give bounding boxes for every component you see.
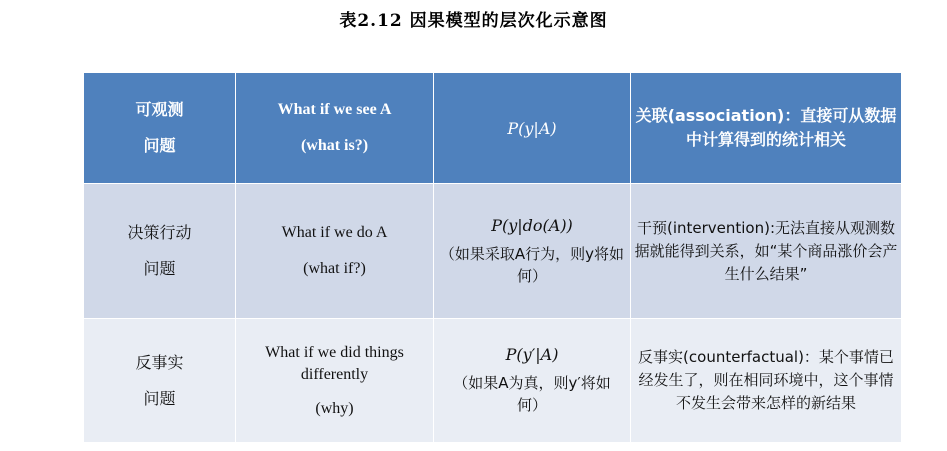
question-type: (what is?) <box>300 137 369 154</box>
description: 关联(association)：直接可从数据中计算得到的统计相关 <box>635 106 897 149</box>
formula-cell <box>434 319 631 443</box>
question-text: What if we did things differently <box>265 343 404 383</box>
level-name: 决策行动 <box>127 223 192 242</box>
description: 干预(intervention):无法直接从观测数据就能得到关系，如“某个商品涨价会产生什么结果” <box>634 218 898 283</box>
level-suffix: 问题 <box>143 259 176 278</box>
level-suffix: 问题 <box>143 136 176 155</box>
level-name: 反事实 <box>135 352 184 372</box>
question-cell <box>236 73 434 184</box>
formula-note: （如果A为真，则y′将如何） <box>453 374 611 414</box>
description-cell <box>631 184 902 319</box>
table-caption: 表2.12 因果模型的层次化示意图 <box>339 11 608 31</box>
formula: P(y′|A) <box>505 345 559 364</box>
level-cell <box>84 319 236 443</box>
table-row-counterfactual <box>84 319 902 443</box>
formula-cell <box>434 184 631 319</box>
question-type: (what if?) <box>303 260 366 277</box>
causal-ladder-table <box>83 72 902 443</box>
level-suffix: 问题 <box>143 388 176 408</box>
formula: P(y|do(A)) <box>491 215 573 235</box>
table-row-intervention <box>84 184 902 319</box>
table-row-association <box>84 73 902 184</box>
level-cell <box>84 73 236 184</box>
question-type: (why) <box>315 399 354 417</box>
description-cell <box>631 319 902 443</box>
question-cell <box>236 319 434 443</box>
question-cell <box>236 184 434 319</box>
formula: P(y|A) <box>507 118 557 138</box>
formula-cell <box>434 73 631 184</box>
level-cell <box>84 184 236 319</box>
question-text: What if we see A <box>277 101 392 118</box>
formula-note: （如果采取A行为，则y将如何） <box>439 244 625 285</box>
level-name: 可观测 <box>135 100 184 119</box>
description: 反事实(counterfactual)：某个事情已经发生了，则在相同环境中，这个事情不发生会带来怎样的新结果 <box>638 348 894 412</box>
question-text: What if we do A <box>281 224 388 241</box>
description-cell <box>631 73 902 184</box>
